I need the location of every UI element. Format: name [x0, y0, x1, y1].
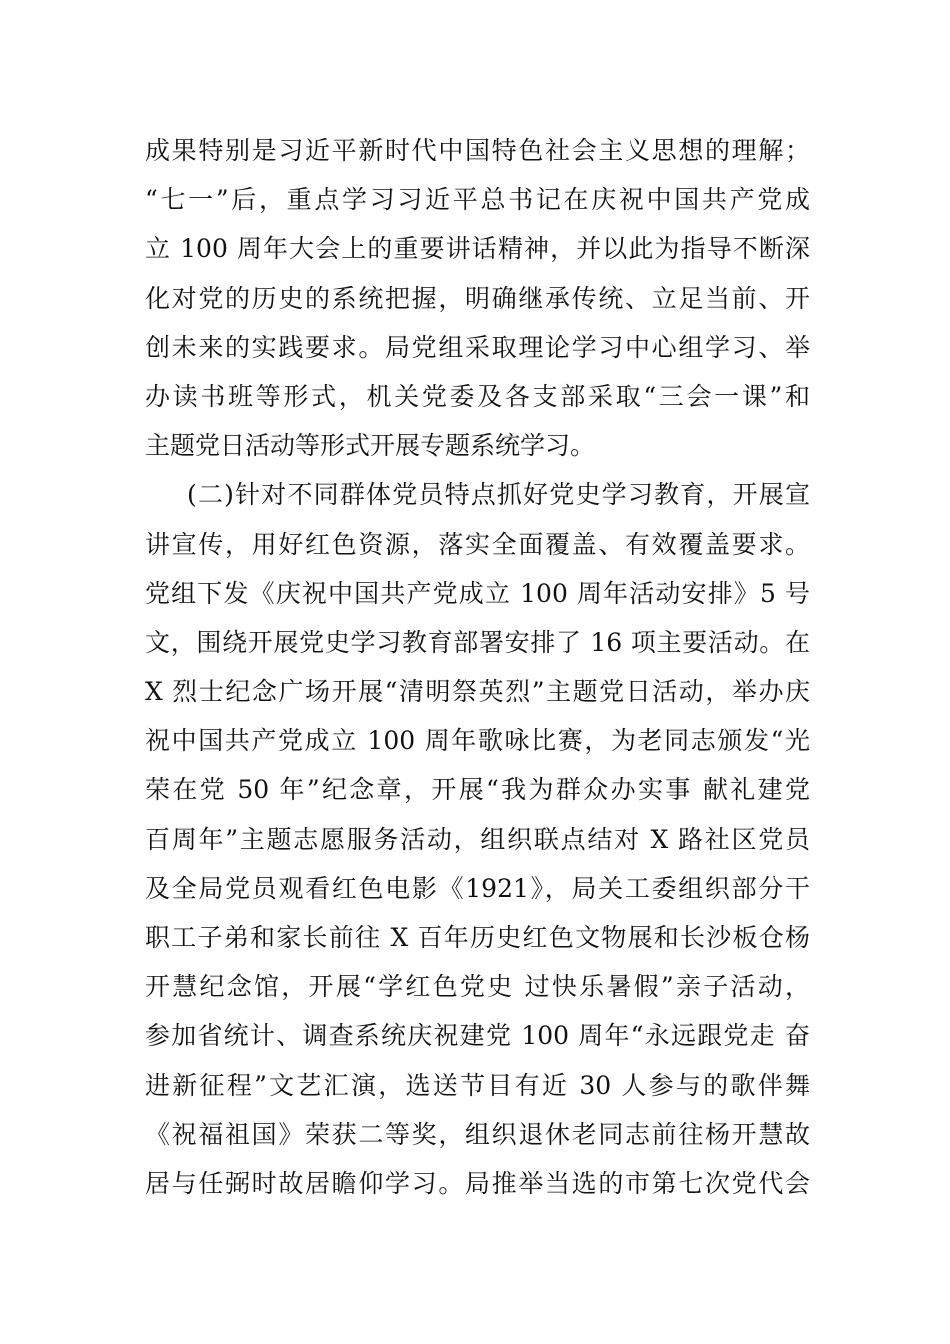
text-line: 祝中国共产党成立 100 周年歌咏比赛，为老同志颁发“光: [145, 726, 810, 756]
text-line: 创未来的实践要求。局党组采取理论学习中心组学习、举: [145, 332, 810, 362]
text-line: 百周年”主题志愿服务活动，组织联点结对 X 路社区党员: [145, 824, 810, 854]
text-line: 《祝福祖国》荣获二等奖，组织退休老同志前往杨开慧故: [145, 1119, 810, 1149]
text-line: 及全局党员观看红色电影《1921》，局关工委组织部分干: [145, 873, 810, 903]
text-line: 立 100 周年大会上的重要讲话精神，并以此为指导不断深: [145, 234, 810, 264]
text-line: 主题党日活动等形式开展专题系统学习。: [145, 431, 596, 461]
text-line: 进新征程”文艺汇演，选送节目有近 30 人参与的歌伴舞: [145, 1070, 810, 1100]
text-line: “七一”后，重点学习习近平总书记在庆祝中国共产党成: [145, 185, 810, 215]
text-line: 讲宣传，用好红色资源，落实全面覆盖、有效覆盖要求。: [145, 529, 810, 559]
text-line: 职工子弟和家长前往 X 百年历史红色文物展和长沙板仓杨: [145, 923, 810, 952]
text-line: 党组下发《庆祝中国共产党成立 100 周年活动安排》5 号: [145, 578, 810, 608]
text-line: 成果特别是习近平新时代中国特色社会主义思想的理解；: [145, 136, 810, 165]
text-line: 荣在党 50 年”纪念章，开展“我为群众办实事 献礼建党: [145, 775, 810, 805]
paragraph-start-line: (二)针对不同群体党员特点抓好党史学习教育，开展宣: [187, 480, 810, 510]
text-line: X 烈士纪念广场开展“清明祭英烈”主题党日活动，举办庆: [145, 677, 810, 707]
text-line: 化对党的历史的系统把握，明确继承传统、立足当前、开: [145, 283, 810, 313]
text-line: 文，围绕开展党史学习教育部署安排了 16 项主要活动。在: [145, 627, 810, 657]
text-line: 参加省统计、调查系统庆祝建党 100 周年“永远跟党走 奋: [145, 1021, 810, 1051]
text-line: 居与任弼时故居瞻仰学习。局推举当选的市第七次党代会: [145, 1168, 810, 1198]
text-line: 开慧纪念馆，开展“学红色党史 过快乐暑假”亲子活动，: [145, 972, 810, 1002]
body-text: [145, 126, 810, 1208]
text-line: 办读书班等形式，机关党委及各支部采取“三会一课”和: [145, 381, 810, 411]
